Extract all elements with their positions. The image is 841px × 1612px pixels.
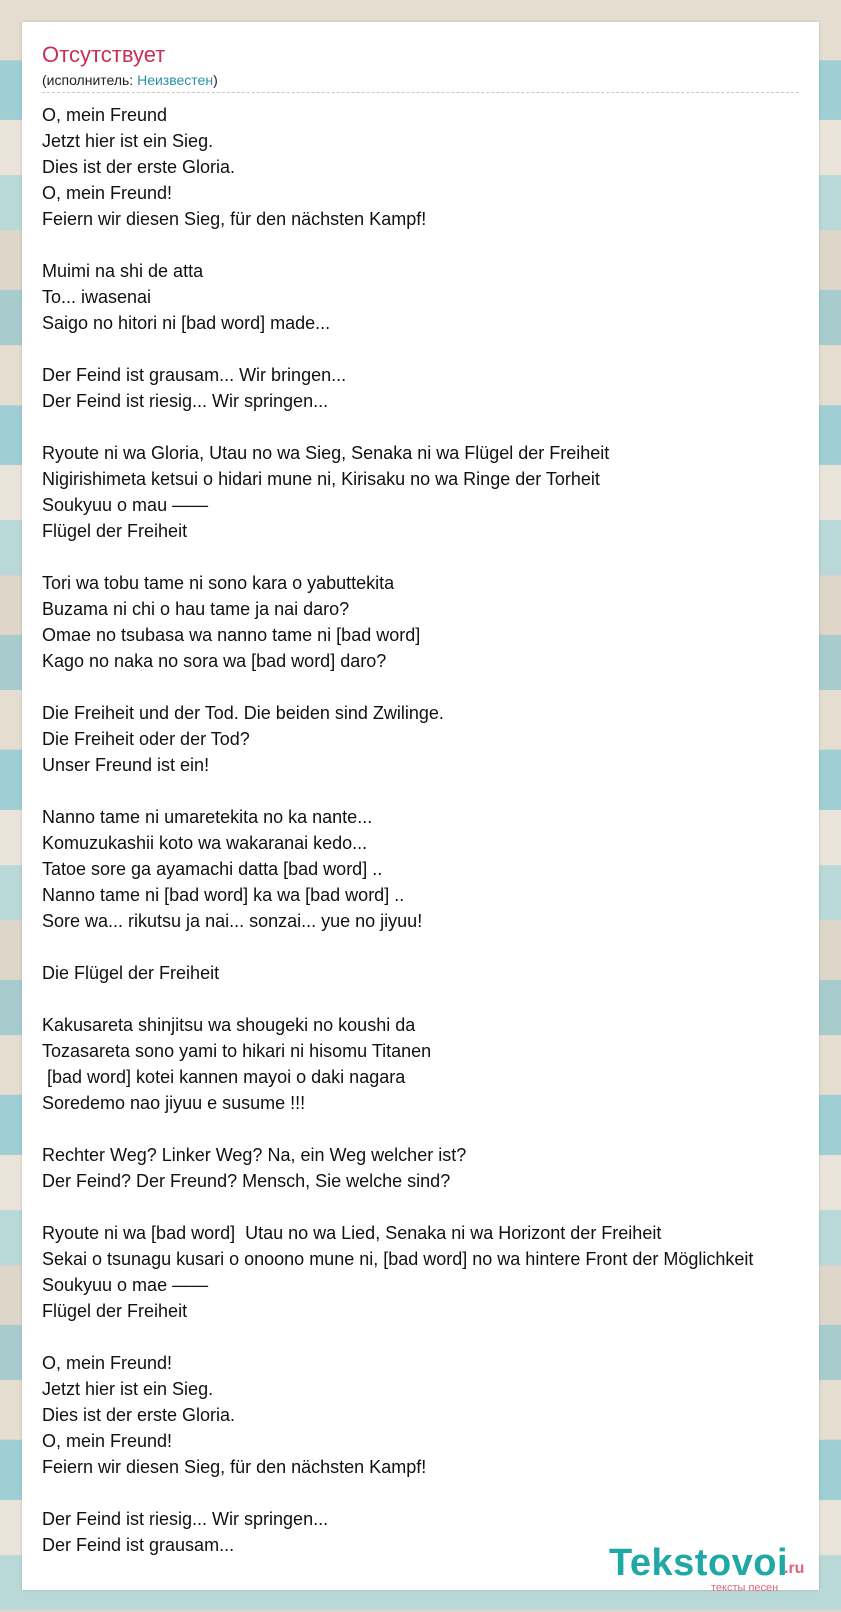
logo-wordmark: Tekstovoi xyxy=(609,1542,789,1584)
logo-tagline: тексты песен xyxy=(711,1582,779,1594)
artist-prefix: (исполнитель: xyxy=(42,72,138,88)
site-logo[interactable] xyxy=(609,1542,819,1592)
title-divider xyxy=(42,92,799,93)
lyrics-text: O, mein Freund Jetzt hier ist ein Sieg. Dies ist der erste Gloria. O, mein Freund! Feiern wir diesen Sieg, für den nächsten Kampf! Muimi na shi de atta To... iwasenai Saigo no hitori ni [bad word] made... Der Feind ist grausam... Wir bringen... Der Feind ist riesig... Wir springen... Ryoute ni wa Gloria, Utau no wa Sieg, Senaka ni wa Flügel der Freiheit Nigirishimeta ketsui o hidari mune ni, Kirisaku no wa Ringe der Torheit Soukyuu o mau —— Flügel der Freiheit Tori wa tobu tame ni sono kara o yabuttekita Buzama ni chi o hau tame ja nai daro? Omae no tsubasa wa nanno tame ni [bad word] Kago no naka no sora wa [bad word] daro? Die Freiheit und der Tod. Die beiden sind Zwilinge. Die Freiheit oder der Tod? Unser Freund ist ein! Nanno tame ni umaretekita no ka nante... Komuzukashii koto wa wakaranai kedo... Tatoe sore ga ayamachi datta [bad word] .. Nanno tame ni [bad word] ka wa [bad word] .. Sore wa... rikutsu ja nai... sonzai... yue no jiyuu! Die Flügel der Freiheit Kakusareta shinjitsu wa shougeki no koushi da Tozasareta sono yami to hikari ni hisomu Titanen [bad word] kotei kannen mayoi o daki nagara Soredemo nao jiyuu e susume !!! Rechter Weg? Linker Weg? Na, ein Weg welcher ist? Der Feind? Der Freund? Mensch, Sie welche sind? Ryoute ni wa [bad word] Utau no wa Lied, Senaka ni wa Horizont der Freiheit Sekai o tsunagu kusari o onoono mune ni, [bad word] no wa hintere Front der Möglichkeit Soukyuu o mae —— Flügel der Freiheit O, mein Freund! Jetzt hier ist ein Sieg. Dies ist der erste Gloria. O, mein Freund! Feiern wir diesen Sieg, für den nächsten Kampf! Der Feind ist riesig... Wir springen... Der Feind ist grausam... xyxy=(42,105,754,1555)
artist-link[interactable]: Неизвестен xyxy=(137,72,214,88)
lyrics-card xyxy=(22,22,819,1594)
song-title: Отсутствует xyxy=(42,42,166,67)
artist-line xyxy=(42,72,218,88)
logo-tld: .ru xyxy=(784,1560,805,1577)
artist-suffix: ) xyxy=(213,72,218,88)
